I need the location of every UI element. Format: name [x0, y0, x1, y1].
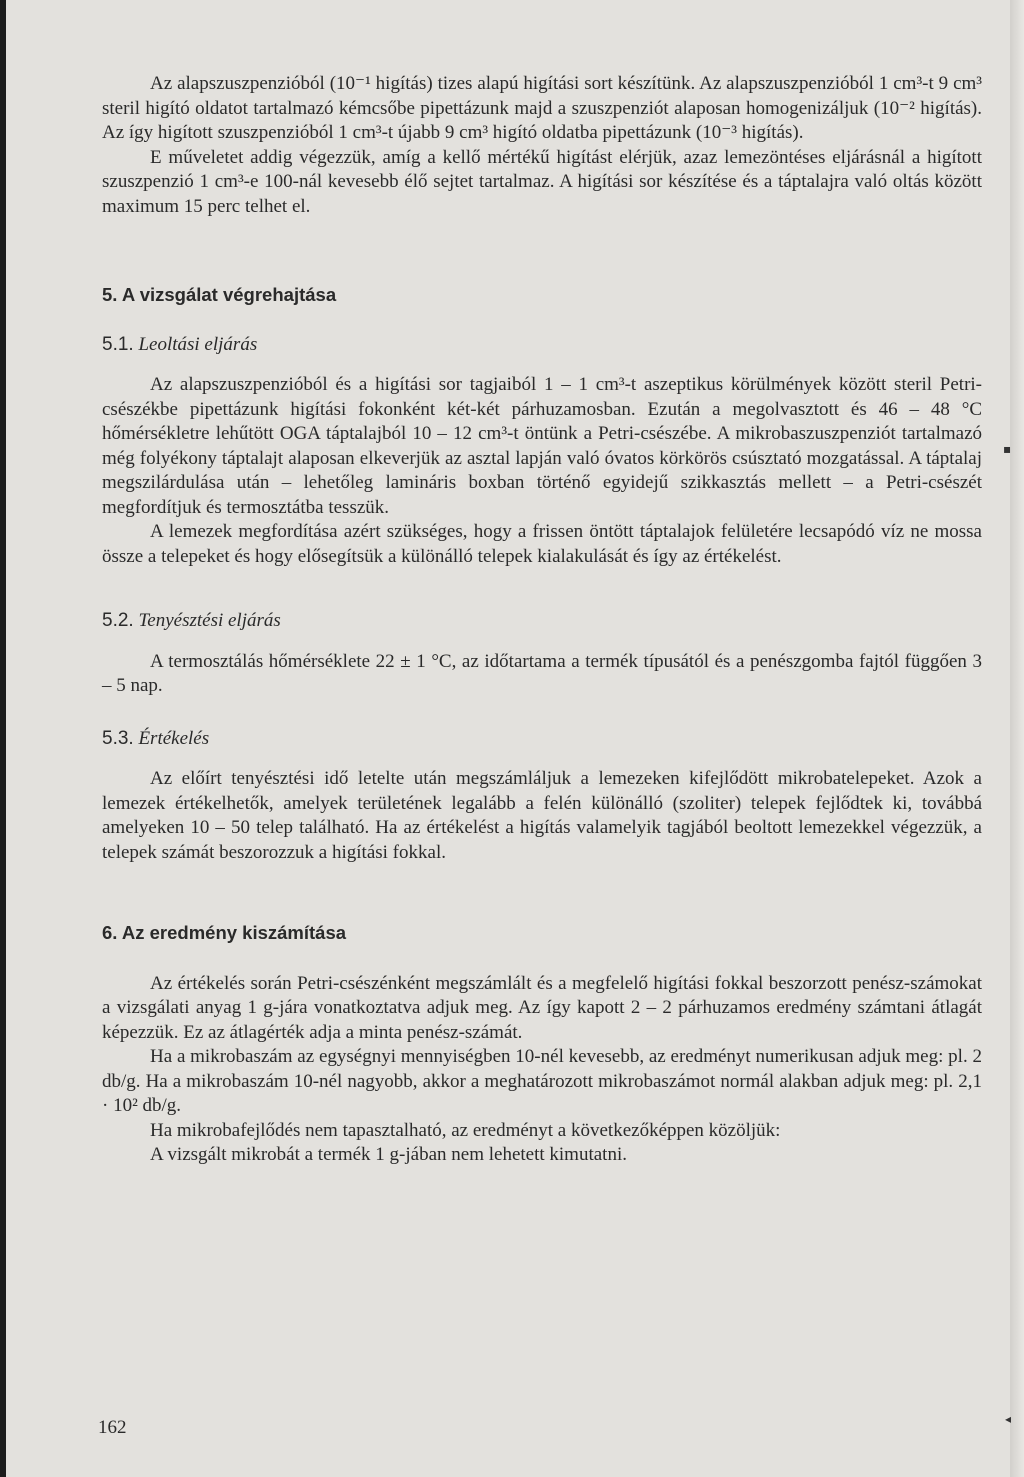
scan-left-edge: [0, 0, 6, 1477]
section-heading-5: 5. A vizsgálat végrehajtása: [102, 284, 337, 305]
paragraph-5-1-2: A lemezek megfordítása azért szükséges, hogy a frissen öntött táptalajok felületére lecsapódó víz ne mossa össze a telepeket és hogy elősegítsük a különálló telepek kialakulását és így az értékelést.: [102, 521, 982, 567]
paragraph-6-3: Ha mikrobafejlődés nem tapasztalható, az eredményt a következőképpen közöljük:: [150, 1119, 781, 1141]
subsection-number: 5.2.: [102, 610, 134, 631]
paragraph-6-4: A vizsgált mikrobát a termék 1 g-jában nem lehetett kimutatni.: [150, 1144, 627, 1165]
paragraph-5-2-1: A termosztálás hőmérséklete 22 ± 1 °C, az időtartama a termék típusától és a penészgomba fajtól függően 3 – 5 nap.: [102, 650, 982, 696]
margin-dot-icon: ▪: [1003, 442, 1012, 456]
subsection-heading-5-1: [102, 333, 982, 358]
page-number: 162: [98, 1417, 127, 1438]
subsection-heading-5-3: [102, 727, 982, 752]
margin-dot-icon: ◂: [1005, 1412, 1012, 1426]
paragraph-intro-2: E műveletet addig végezzük, amíg a kellő mértékű higítást elérjük, azaz lemezöntéses eljárásnál a higított szuszpenzió 1 cm³-e 100-nál kevesebb élő sejtet tartalmaz. A higítási sor készítése és a táptalajra való oltás között maximum 15 perc telhet el.: [102, 146, 982, 217]
document-body: [102, 72, 982, 1168]
paragraph-intro-1: Az alapszuszpenzióból (10⁻¹ higítás) tizes alapú higítási sort készítünk. Az alapszuszpenzióból 1 cm³-t 9 cm³ steril higító oldatot tartalmazó kémcsőbe pipettázunk majd a szuszpenziót alaposan homogenizáljuk (10⁻² higítás). Az így higított szuszpenzióból 1 cm³-t újabb 9 cm³ higító oldatba pipettázunk (10⁻³ higítás).: [102, 73, 982, 143]
paragraph-6-1: Az értékelés során Petri-csészénként megszámlált és a megfelelő higítási fokkal beszorzott penész-számokat a vizsgálati anyag 1 g-jára vonatkoztatva adjuk meg. Az így kapott 2 – 2 párhuzamos eredmény számtani átlagát képezzük. Ez az átlagérték adja a minta penész-számát.: [102, 972, 982, 1043]
paragraph-6-2: Ha a mikrobaszám az egységnyi mennyiségben 10-nél kevesebb, az eredményt numerikusan adjuk meg: pl. 2 db/g. Ha a mikrobaszám 10-nél nagyobb, akkor a meghatározott mikrobaszámot normál alakban adjuk meg: pl. 2,1 · 10² db/g.: [102, 1046, 982, 1116]
subsection-number: 5.1.: [102, 333, 134, 355]
subsection-heading-5-2: [102, 609, 982, 634]
subsection-title: Tenyésztési eljárás: [138, 610, 281, 631]
paragraph-5-3-1: Az előírt tenyésztési idő letelte után megszámláljuk a lemezeken kifejlődött mikrobatelepeket. Azok a lemezek értékelhetők, amelyek területének legalább a felén különálló (szoliter) telepek fejlődtek ki, továbbá amelyeken 10 – 50 telep található. Ha az értékelést a higítás valamelyik tagjából beoltott lemezekkel végezzük, a telepek számát beszorozzuk a higítási fokkal.: [102, 768, 982, 863]
scan-right-edge: [1010, 0, 1024, 1477]
subsection-title: Értékelés: [138, 727, 210, 749]
section-heading-6: 6. Az eredmény kiszámítása: [102, 922, 347, 943]
subsection-title: Leoltási eljárás: [138, 333, 258, 355]
subsection-number: 5.3.: [102, 727, 134, 749]
paragraph-5-1-1: Az alapszuszpenzióból és a higítási sor tagjaiból 1 – 1 cm³-t aszeptikus körülmények között steril Petri-csészékbe pipettázunk higítási fokonként két-két párhuzamosban. Ezután a megolvasztott és 46 – 48 °C hőmérsékletre lehűtött OGA táptalajból 10 – 12 cm³-t öntünk a Petri-csészébe. A mikrobaszuszpenziót tartalmazó még folyékony táptalajt alaposan elkeverjük az asztal lapján való óvatos körkörös csúsztató mozgatással. A táptalaj megszilárdulása után – lehetőleg lamináris boxban történő egyidejű szikkasztás mellett – a Petri-csészét megfordítjuk és termosztátba tesszük.: [102, 374, 982, 518]
